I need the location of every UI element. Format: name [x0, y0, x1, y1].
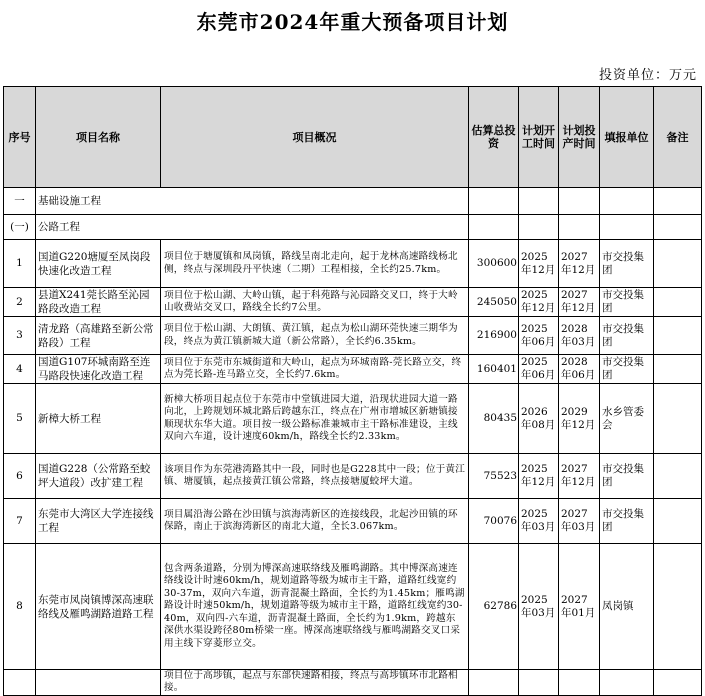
project-note [654, 544, 702, 670]
header-start: 计划开工时间 [519, 87, 559, 188]
page-title: 东莞市2024年重大预备项目计划 [196, 10, 509, 34]
project-unit: 市交投集团 [600, 317, 654, 355]
project-end: 2027年12月 [559, 454, 600, 499]
project-invest: 160401 [469, 355, 519, 384]
project-desc: 项目位于松山湖、大岭山镇，起于科苑路与沁园路交叉口，终于大岭山收费站交叉口，路线全长约7公里。 [161, 288, 469, 317]
project-end: 2028年06月 [559, 355, 600, 384]
project-note [654, 355, 702, 384]
project-start: 2025年06月 [519, 317, 559, 355]
header-invest: 估算总投资 [469, 87, 519, 188]
table-row [4, 317, 702, 355]
project-unit: 市交投集团 [600, 288, 654, 317]
project-desc: 项目位于松山湖、大朗镇、黄江镇，起点为松山湖环莞快速三期华为段，终点为黄江镇新城大道（新公常路），全长约6.35km。 [161, 317, 469, 355]
project-seq: 5 [4, 384, 36, 454]
project-note [654, 288, 702, 317]
table-row [4, 384, 702, 454]
project-desc: 包含两条道路，分别为博深高速联络线及雁鸣湖路。其中博深高速连络线设计时速60km/h，规划道路等级为城市主干路，道路红线宽约30-37m，双向六车道，沥青混凝土路面，全长约为1.45km；雁鸣湖路设计时速50km/h，规划道路等级为城市主干路，道路红线宽约30-40m，双向四-六车道，沥青混凝土路面，全长约为1.9km，跨越东深供水渠设跨径80m桥梁一座。博深高速联络线与雁鸣湖路交叉口采用主线下穿菱形立交。 [161, 544, 469, 670]
project-desc: 项目属沿海公路在沙田镇与滨海湾新区的连接线段，北起沙田镇的环保路，南止于滨海湾新区的南北大道，全长3.067km。 [161, 499, 469, 544]
table-row [4, 240, 702, 288]
project-start: 2025年12月 [519, 240, 559, 288]
project-unit: 市交投集团 [600, 454, 654, 499]
table-row [4, 499, 702, 544]
section-row [4, 188, 702, 215]
table-row [4, 355, 702, 384]
project-unit: 市交投集团 [600, 240, 654, 288]
project-invest: 300600 [469, 240, 519, 288]
project-invest: 80435 [469, 384, 519, 454]
project-invest: 75523 [469, 454, 519, 499]
project-invest: 70076 [469, 499, 519, 544]
project-start: 2025年06月 [519, 355, 559, 384]
project-desc: 项目位于塘厦镇和凤岗镇，路线呈南北走向，起于龙林高速路线杨北侧，终点与深圳段丹平快速（二期）工程相接，全长约25.7km。 [161, 240, 469, 288]
project-end: 2027年12月 [559, 240, 600, 288]
project-name: 新樟大桥工程 [36, 384, 161, 454]
project-name: 国道G228（公常路至蛟坪大道段）改扩建工程 [36, 454, 161, 499]
project-seq: 6 [4, 454, 36, 499]
project-unit: 水乡管委会 [600, 384, 654, 454]
project-end: 2029年12月 [559, 384, 600, 454]
project-table [3, 86, 702, 696]
header-seq: 序号 [4, 87, 36, 188]
project-name: 东莞市凤岗镇博深高速联络线及雁鸣湖路道路工程 [36, 544, 161, 670]
project-invest: 216900 [469, 317, 519, 355]
section-seq: 一 [4, 188, 36, 215]
subsection-row [4, 215, 702, 240]
table-row [4, 544, 702, 670]
project-end: 2027年01月 [559, 544, 600, 670]
table-header-row [4, 87, 702, 188]
project-end: 2027年12月 [559, 288, 600, 317]
project-seq: 4 [4, 355, 36, 384]
project-start: 2025年03月 [519, 499, 559, 544]
project-note [654, 454, 702, 499]
project-note [654, 317, 702, 355]
project-name: 清龙路（高雄路至新公常路段）工程 [36, 317, 161, 355]
subsection-name: 公路工程 [36, 215, 469, 240]
investment-unit-label: 投资单位：万元 [598, 68, 697, 83]
section-name: 基础设施工程 [36, 188, 469, 215]
project-note [654, 240, 702, 288]
project-seq: 7 [4, 499, 36, 544]
header-desc: 项目概况 [161, 87, 469, 188]
project-invest: 62786 [469, 544, 519, 670]
table-row [4, 454, 702, 499]
project-invest: 245050 [469, 288, 519, 317]
project-unit: 市交投集团 [600, 499, 654, 544]
header-name: 项目名称 [36, 87, 161, 188]
project-end: 2028年03月 [559, 317, 600, 355]
project-seq: 1 [4, 240, 36, 288]
project-name: 东莞市大湾区大学连接线工程 [36, 499, 161, 544]
project-start: 2025年12月 [519, 288, 559, 317]
table-row [4, 288, 702, 317]
project-name: 县道X241莞长路至沁园路段改造工程 [36, 288, 161, 317]
project-start: 2026年08月 [519, 384, 559, 454]
project-desc: 该项目作为东莞港湾路其中一段，同时也是G228其中一段；位于黄江镇、塘厦镇，起点接黄江镇公常路，终点接塘厦蛟坪大道。 [161, 454, 469, 499]
project-note [654, 384, 702, 454]
table-row-partial [4, 670, 702, 696]
project-seq: 8 [4, 544, 36, 670]
project-unit: 凤岗镇 [600, 544, 654, 670]
project-note [654, 499, 702, 544]
project-name: 国道G220塘厦至凤岗段快速化改造工程 [36, 240, 161, 288]
project-unit: 市交投集团 [600, 355, 654, 384]
header-note: 备注 [654, 87, 702, 188]
project-end: 2027年03月 [559, 499, 600, 544]
header-end: 计划投产时间 [559, 87, 600, 188]
header-unit: 填报单位 [600, 87, 654, 188]
project-desc: 项目位于东莞市东城街道和大岭山，起点为环城南路-莞长路立交，终点为莞长路-连马路立交，全长约7.6km。 [161, 355, 469, 384]
subsection-seq: (一) [4, 215, 36, 240]
project-name: 国道G107环城南路至连马路段快速化改造工程 [36, 355, 161, 384]
project-desc: 新樟大桥项目起点位于东莞市中堂镇进园大道，沿现状进园大道一路向北，上跨规划环城北路后跨越东江，终点在广州市增城区新塘镇接顺现状东华大道。项目按一级公路标准兼城市主干路标准建设，主线双向六车道，设计速度60km/h，路线全长约2.33km。 [161, 384, 469, 454]
project-desc: 项目位于高埗镇，起点与东部快速路相接，终点与高埗镇环市北路相接。 [161, 670, 469, 696]
project-seq: 2 [4, 288, 36, 317]
project-start: 2025年12月 [519, 454, 559, 499]
project-seq: 3 [4, 317, 36, 355]
project-start: 2025年03月 [519, 544, 559, 670]
